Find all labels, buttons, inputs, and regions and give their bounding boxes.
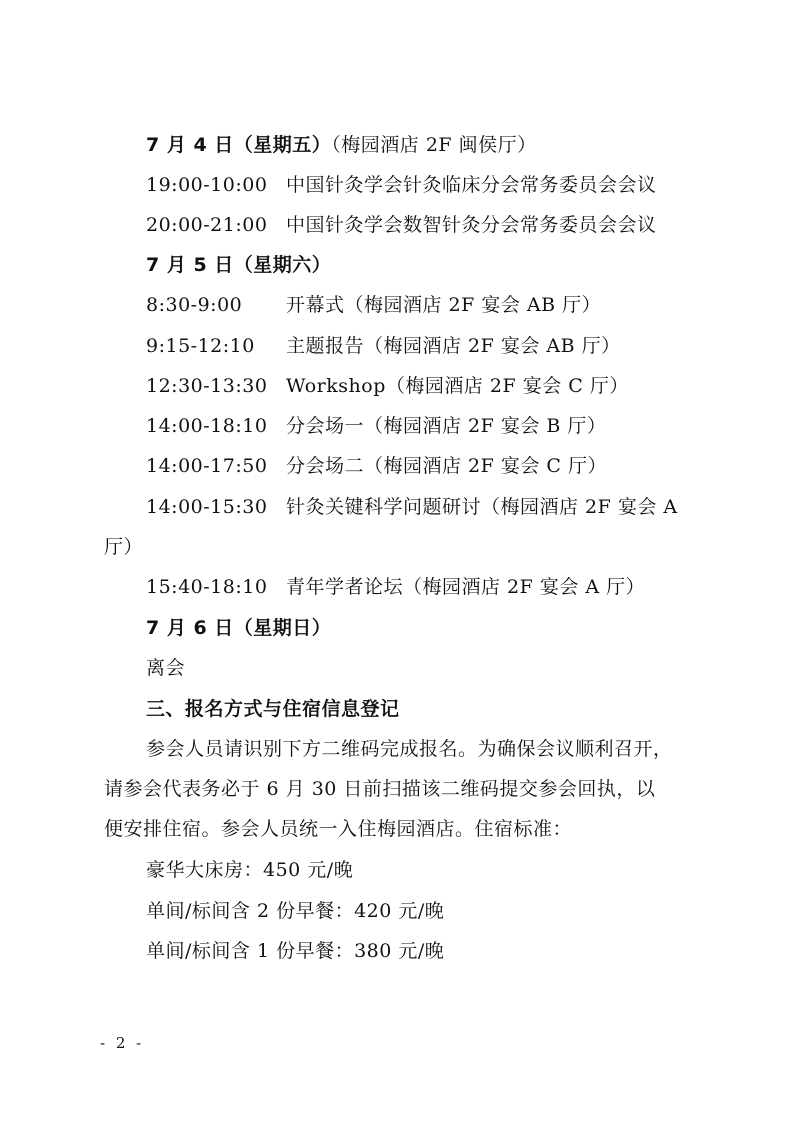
schedule-event: 分会场二（梅园酒店 2F 宴会 C 厅） xyxy=(286,455,607,477)
schedule-event: 针灸关键科学问题研讨（梅园酒店 2F 宴会 A xyxy=(286,496,678,518)
schedule-time: 20:00-21:00 xyxy=(146,214,268,236)
schedule-event: 分会场一（梅园酒店 2F 宴会 B 厅） xyxy=(286,415,607,437)
paragraph-line: 便安排住宿。参会人员统一入住梅园酒店。住宿标准： xyxy=(104,818,573,840)
schedule-event: 中国针灸学会数智针灸分会常务委员会会议 xyxy=(286,214,657,236)
paragraph-line: 请参会代表务必于 6 月 30 日前扫描该二维码提交参会回执，以 xyxy=(104,778,656,800)
day1-venue: （梅园酒店 2F 闽侯厅） xyxy=(331,134,537,156)
day1-date: 7 月 4 日（星期五） xyxy=(146,134,332,156)
schedule-event: 中国针灸学会针灸临床分会常务委员会会议 xyxy=(286,174,657,196)
schedule-time: 14:00-17:50 xyxy=(146,455,268,477)
schedule-event: 开幕式（梅园酒店 2F 宴会 AB 厅） xyxy=(286,294,602,316)
schedule-row xyxy=(146,495,678,519)
schedule-row xyxy=(146,334,621,358)
section-heading: 三、报名方式与住宿信息登记 xyxy=(146,698,400,720)
schedule-time: 19:00-10:00 xyxy=(146,174,268,196)
day1-heading-line xyxy=(146,133,537,157)
schedule-row xyxy=(146,173,657,197)
room-rate: 单间/标间含 2 份早餐：420 元/晚 xyxy=(146,900,445,922)
schedule-time: 15:40-18:10 xyxy=(146,576,268,598)
room-rate: 豪华大床房：450 元/晚 xyxy=(146,859,354,881)
schedule-event: 青年学者论坛（梅园酒店 2F 宴会 A 厅） xyxy=(286,576,646,598)
page-number: - 2 - xyxy=(100,1034,145,1052)
schedule-row xyxy=(146,374,629,398)
schedule-time: 9:15-12:10 xyxy=(146,335,255,357)
schedule-time: 12:30-13:30 xyxy=(146,375,268,397)
day2-date: 7 月 5 日（星期六） xyxy=(146,254,332,276)
schedule-event: Workshop（梅园酒店 2F 宴会 C 厅） xyxy=(286,375,629,397)
paragraph-line: 参会人员请识别下方二维码完成报名。为确保会议顺利召开， xyxy=(146,738,673,760)
schedule-row xyxy=(146,293,601,317)
schedule-event: 主题报告（梅园酒店 2F 宴会 AB 厅） xyxy=(286,335,621,357)
day3-date: 7 月 6 日（星期日） xyxy=(146,617,332,639)
schedule-row xyxy=(146,575,645,599)
room-rate: 单间/标间含 1 份早餐：380 元/晚 xyxy=(146,940,445,962)
day3-note: 离会 xyxy=(146,657,186,679)
schedule-time: 14:00-15:30 xyxy=(146,496,268,518)
schedule-row xyxy=(146,414,606,438)
schedule-row xyxy=(146,454,607,478)
schedule-time: 14:00-18:10 xyxy=(146,415,268,437)
schedule-row xyxy=(146,213,657,237)
schedule-event-continuation: 厅） xyxy=(104,536,144,558)
schedule-time: 8:30-9:00 xyxy=(146,294,243,316)
